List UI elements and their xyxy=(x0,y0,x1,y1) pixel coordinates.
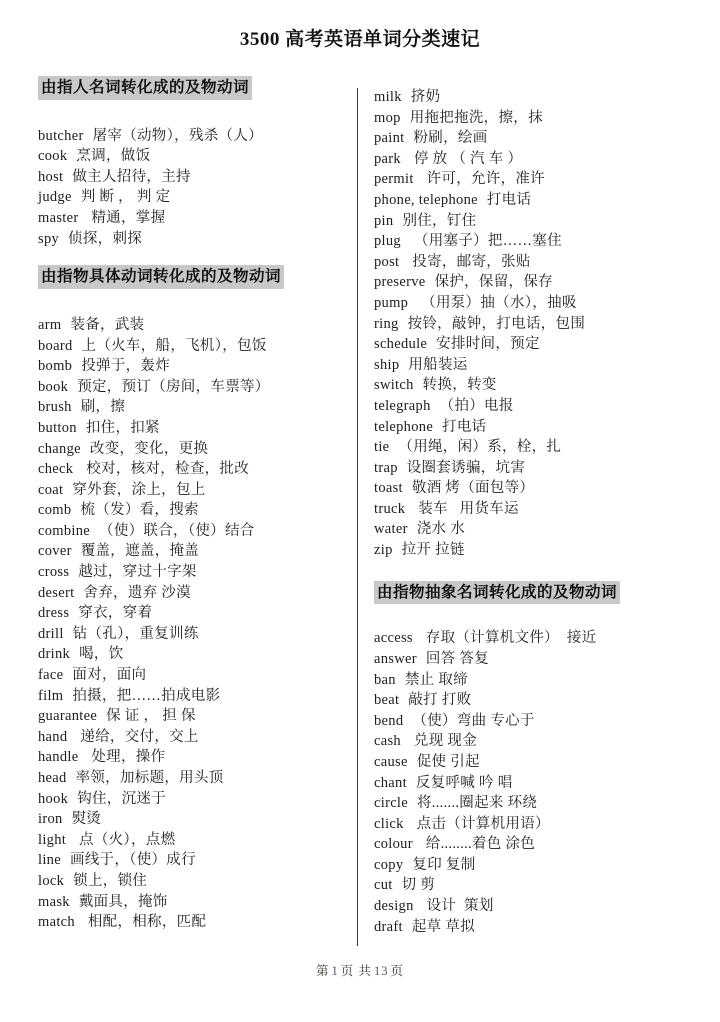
entry-word: combine xyxy=(38,522,91,539)
vocab-entry xyxy=(38,315,362,336)
entry-definition: 上（火车，船，飞机），包饭 xyxy=(81,337,267,354)
entry-definition: 促使 引起 xyxy=(416,753,480,770)
section-header: 由指物具体动词转化成的及物动词 xyxy=(38,265,284,289)
entry-definition: 越过，穿过十字架 xyxy=(78,564,197,581)
page-title: 3500 高考英语单词分类速记 xyxy=(239,29,481,50)
vocab-entry xyxy=(38,727,362,748)
entry-definition: 挤奶 xyxy=(410,89,441,105)
vocab-entry xyxy=(374,649,698,670)
entry-word: chant xyxy=(374,774,407,791)
vocab-entry xyxy=(38,541,362,562)
vocab-entry xyxy=(38,644,362,665)
footer-total-pages: 13 xyxy=(373,964,389,978)
entry-word: check xyxy=(38,461,74,478)
vocab-entry xyxy=(374,690,698,711)
vocab-entry xyxy=(38,912,362,933)
vocab-entry xyxy=(374,519,698,540)
entry-word: pump xyxy=(374,294,409,311)
vocab-entry xyxy=(374,108,698,129)
vocab-entry xyxy=(374,458,698,479)
vocab-entry xyxy=(38,336,362,357)
entry-word: judge xyxy=(38,189,72,206)
entry-word: mop xyxy=(374,109,401,126)
entry-word: spy xyxy=(38,230,60,247)
entry-word: button xyxy=(38,419,77,436)
entry-definition: 梳（发）看，搜索 xyxy=(80,502,199,519)
vocab-entry xyxy=(38,521,362,542)
vocab-entry xyxy=(374,499,698,520)
entry-definition: 用拖把拖洗，擦，抹 xyxy=(409,109,543,126)
entry-word: telegraph xyxy=(374,397,431,414)
vocab-entry xyxy=(374,231,698,252)
entry-definition: 屠宰（动物），残杀（人） xyxy=(92,127,263,144)
entry-word: guarantee xyxy=(38,708,98,725)
entry-word: tie xyxy=(374,439,390,456)
footer-page-number: 1 xyxy=(331,964,339,978)
entry-definition: 保 证 ， 担 保 xyxy=(106,708,196,725)
vocab-entry xyxy=(38,768,362,789)
entry-word: pin xyxy=(374,212,394,229)
entry-word: hand xyxy=(38,728,68,745)
vocab-entry xyxy=(38,706,362,727)
vocab-entry xyxy=(38,439,362,460)
entry-word: preserve xyxy=(374,274,426,291)
entry-definition: 许可，允许，准许 xyxy=(422,171,545,188)
vocab-entry xyxy=(38,809,362,830)
vocab-entry xyxy=(38,850,362,871)
entry-word: drill xyxy=(38,625,64,642)
entry-word: bend xyxy=(374,712,404,729)
entry-definition: 切 剪 xyxy=(401,877,436,894)
entry-word: host xyxy=(38,168,64,185)
vocab-entry xyxy=(374,478,698,499)
entry-word: answer xyxy=(374,650,417,667)
entry-definition: 校对，核对，检查，批改 xyxy=(82,461,250,478)
vocab-entry xyxy=(374,628,698,649)
vocab-entry xyxy=(38,500,362,521)
vocab-entry xyxy=(38,892,362,913)
entry-definition: 做主人招待，主持 xyxy=(72,168,191,185)
vocab-entry xyxy=(374,314,698,335)
entry-definition: 保护，保留，保存 xyxy=(434,274,553,291)
left-column xyxy=(38,76,362,933)
entry-definition: 判 断 ， 判 定 xyxy=(80,189,171,206)
entry-definition: 面对，面向 xyxy=(72,667,147,684)
entry-definition: 扣住，扣紧 xyxy=(85,419,160,436)
entry-definition: 拍摄，把……拍成电影 xyxy=(72,687,221,704)
entry-word: drink xyxy=(38,646,71,663)
vocab-entry xyxy=(38,208,362,229)
entry-word: access xyxy=(374,630,413,647)
entry-word: mask xyxy=(38,893,70,910)
entry-definition: 覆盖，遮盖，掩盖 xyxy=(80,543,200,560)
footer-label-di: 第 xyxy=(316,964,330,978)
entry-word: click xyxy=(374,815,404,832)
entry-word: ship xyxy=(374,356,400,373)
vocab-entry xyxy=(38,377,362,398)
entry-definition: 钩住，沉迷于 xyxy=(77,790,167,807)
vocab-entry xyxy=(374,211,698,232)
right-column xyxy=(374,87,698,937)
entry-word: book xyxy=(38,378,69,395)
vocab-entry xyxy=(38,603,362,624)
vocab-entry xyxy=(374,875,698,896)
footer-label-ye: 页 xyxy=(390,964,404,978)
entry-word: arm xyxy=(38,316,62,333)
vocab-entry xyxy=(374,334,698,355)
entry-word: beat xyxy=(374,692,400,709)
section-header: 由指人名词转化成的及物动词 xyxy=(38,76,252,100)
vocab-entry xyxy=(374,711,698,732)
vocab-entry xyxy=(374,190,698,211)
entry-definition: 转换，转变 xyxy=(422,377,497,394)
entry-definition: 预定，预订（房间，车票等） xyxy=(77,378,270,395)
vocab-entry xyxy=(38,146,362,167)
page-footer xyxy=(0,961,720,979)
entry-definition: 点（火），点燃 xyxy=(75,831,176,848)
vocab-entry xyxy=(374,87,698,108)
entry-word: film xyxy=(38,687,64,704)
vocab-entry xyxy=(374,814,698,835)
vocab-entry xyxy=(38,747,362,768)
entry-definition: 拉开 拉链 xyxy=(401,542,465,559)
entry-definition: 戴面具，掩饰 xyxy=(78,893,168,910)
entry-word: cook xyxy=(38,148,68,165)
entry-word: switch xyxy=(374,377,414,394)
entry-word: line xyxy=(38,852,61,869)
entry-word: trap xyxy=(374,459,398,476)
entry-word: brush xyxy=(38,399,72,416)
entry-definition: （用绳，闲）系，栓，扎 xyxy=(398,439,562,456)
entry-definition: 浇水 水 xyxy=(416,521,466,538)
entry-definition: 用船装运 xyxy=(408,356,468,373)
vocab-entry xyxy=(374,149,698,170)
entry-definition: 锁上，锁住 xyxy=(73,872,148,889)
vocab-entry xyxy=(38,686,362,707)
entry-word: copy xyxy=(374,856,404,873)
entry-word: draft xyxy=(374,918,403,935)
entry-definition: 装车 用货车运 xyxy=(414,500,519,517)
vocab-entry xyxy=(38,871,362,892)
entry-definition: 穿衣，穿着 xyxy=(78,605,153,622)
vocab-entry xyxy=(38,665,362,686)
footer-label-ye-gong: 页 共 xyxy=(340,964,372,978)
vocab-entry xyxy=(374,396,698,417)
entry-word: cross xyxy=(38,564,70,581)
entry-word: milk xyxy=(374,89,402,105)
entry-word: handle xyxy=(38,749,79,766)
entry-definition: （拍）电报 xyxy=(439,397,514,414)
entry-word: plug xyxy=(374,233,401,250)
vocab-entry xyxy=(38,229,362,250)
entry-word: permit xyxy=(374,171,414,188)
entry-word: truck xyxy=(374,500,406,517)
entry-definition: （使）弯曲 专心于 xyxy=(412,712,535,729)
vocab-entry xyxy=(374,293,698,314)
entry-word: design xyxy=(374,898,414,915)
entry-word: telephone xyxy=(374,418,434,435)
entry-definition: 递给，交付，交上 xyxy=(76,728,199,745)
entry-word: schedule xyxy=(374,336,428,353)
entry-word: change xyxy=(38,440,81,457)
vocab-entry xyxy=(374,540,698,561)
entry-definition: 别住，钉住 xyxy=(402,212,477,229)
vocab-entry xyxy=(38,583,362,604)
vocab-entry xyxy=(374,417,698,438)
vocab-entry xyxy=(38,356,362,377)
entry-definition: 相配，相称，匹配 xyxy=(83,914,207,931)
entry-definition: （使）联合，（使）结合 xyxy=(99,522,255,539)
vocab-entry xyxy=(374,169,698,190)
entry-word: comb xyxy=(38,502,72,519)
entry-word: board xyxy=(38,337,73,354)
entry-word: toast xyxy=(374,480,403,497)
vocab-entry xyxy=(374,128,698,149)
entry-definition: 给........着色 涂色 xyxy=(421,836,536,853)
column-divider xyxy=(357,88,358,946)
entry-definition: （用泵）抽（水），抽吸 xyxy=(417,294,577,311)
entry-definition: 敬酒 烤（面包等） xyxy=(411,480,535,497)
vocab-entry xyxy=(374,917,698,938)
entry-word: lock xyxy=(38,872,65,889)
entry-definition: 装备，武装 xyxy=(70,316,145,333)
entry-word: phone, telephone xyxy=(374,191,478,208)
vocab-entry xyxy=(374,355,698,376)
entry-definition: 反复呼喊 吟 唱 xyxy=(415,774,513,791)
entry-definition: 打电话 xyxy=(486,191,532,208)
vocab-entry xyxy=(38,459,362,480)
vocab-entry xyxy=(38,126,362,147)
entry-definition: 设圈套诱骗，坑害 xyxy=(406,459,526,476)
entry-definition: 舍弃，遗弃 沙漠 xyxy=(83,584,191,601)
entry-word: light xyxy=(38,831,67,848)
entry-word: ring xyxy=(374,315,399,332)
entry-definition: 将.......圈起来 环绕 xyxy=(417,795,538,812)
vocab-entry xyxy=(38,397,362,418)
entry-definition: 率领，加标题，用头顶 xyxy=(75,770,224,786)
entry-definition: 安排时间，预定 xyxy=(436,336,540,353)
entry-word: water xyxy=(374,521,408,538)
vocab-entry xyxy=(374,793,698,814)
entry-definition: 存取（计算机文件） 接近 xyxy=(421,630,597,647)
entry-word: colour xyxy=(374,836,413,853)
entry-definition: 粉刷，绘画 xyxy=(413,130,488,147)
entry-definition: 停 放 （ 汽 车 ） xyxy=(409,150,523,167)
entry-definition: 投弹于，轰炸 xyxy=(81,358,171,375)
entry-definition: 敲打 打败 xyxy=(408,692,472,709)
entry-word: butcher xyxy=(38,127,84,144)
vocab-entry xyxy=(374,731,698,752)
entry-word: cause xyxy=(374,753,408,770)
entry-definition: 刷，擦 xyxy=(80,399,126,416)
vocab-entry xyxy=(38,167,362,188)
entry-definition: 按铃，敲钟，打电话，包围 xyxy=(407,315,586,332)
vocab-entry xyxy=(374,375,698,396)
entry-definition: 打电话 xyxy=(442,418,487,435)
vocab-entry xyxy=(38,562,362,583)
entry-word: bomb xyxy=(38,358,73,375)
vocab-entry xyxy=(38,187,362,208)
vocab-entry xyxy=(38,624,362,645)
entry-definition: 起草 草拟 xyxy=(411,918,475,935)
vocab-entry xyxy=(374,855,698,876)
entry-word: paint xyxy=(374,130,405,147)
entry-word: iron xyxy=(38,811,63,828)
entry-word: hook xyxy=(38,790,69,807)
entry-word: desert xyxy=(38,584,75,601)
vocab-entry xyxy=(374,272,698,293)
vocab-entry xyxy=(374,773,698,794)
entry-word: coat xyxy=(38,481,64,498)
vocab-entry xyxy=(374,252,698,273)
vocab-entry xyxy=(374,437,698,458)
vocab-entry xyxy=(38,789,362,810)
entry-word: dress xyxy=(38,605,70,622)
vocab-entry xyxy=(374,670,698,691)
section-header: 由指物抽象名词转化成的及物动词 xyxy=(374,581,620,605)
entry-word: post xyxy=(374,253,400,270)
entry-word: cash xyxy=(374,733,401,750)
entry-definition: 投寄，邮寄，张贴 xyxy=(408,253,531,270)
entry-definition: （用塞子）把……塞住 xyxy=(409,233,562,250)
entry-word: circle xyxy=(374,795,408,812)
entry-word: head xyxy=(38,770,67,786)
entry-word: cover xyxy=(38,543,72,560)
entry-word: cut xyxy=(374,877,393,894)
vocab-entry xyxy=(38,830,362,851)
entry-definition: 烹调，做饭 xyxy=(76,148,151,165)
entry-definition: 喝，饮 xyxy=(79,646,124,663)
entry-definition: 精通，掌握 xyxy=(87,210,166,227)
vocab-entry xyxy=(38,418,362,439)
entry-word: zip xyxy=(374,542,393,559)
entry-definition: 复印 复制 xyxy=(412,856,476,873)
entry-definition: 画线于，（使）成行 xyxy=(69,852,196,869)
entry-definition: 设计 策划 xyxy=(422,898,494,915)
entry-word: park xyxy=(374,150,401,167)
entry-definition: 侦探，刺探 xyxy=(68,230,143,247)
entry-definition: 改变，变化，更换 xyxy=(89,440,209,457)
entry-word: match xyxy=(38,914,75,931)
entry-word: face xyxy=(38,667,64,684)
entry-definition: 点击（计算机用语） xyxy=(412,815,550,832)
entry-word: master xyxy=(38,210,79,227)
vocab-entry xyxy=(38,480,362,501)
vocab-entry xyxy=(374,834,698,855)
entry-definition: 处理，操作 xyxy=(87,749,166,766)
entry-definition: 回答 答复 xyxy=(425,650,489,667)
entry-definition: 兑现 现金 xyxy=(409,733,478,750)
vocab-entry xyxy=(374,752,698,773)
vocab-entry xyxy=(374,896,698,917)
entry-definition: 穿外套，涂上，包上 xyxy=(72,481,206,498)
entry-word: ban xyxy=(374,671,396,688)
entry-definition: 钻（孔），重复训练 xyxy=(72,625,199,642)
entry-definition: 熨烫 xyxy=(71,811,102,828)
entry-definition: 禁止 取缔 xyxy=(404,671,468,688)
